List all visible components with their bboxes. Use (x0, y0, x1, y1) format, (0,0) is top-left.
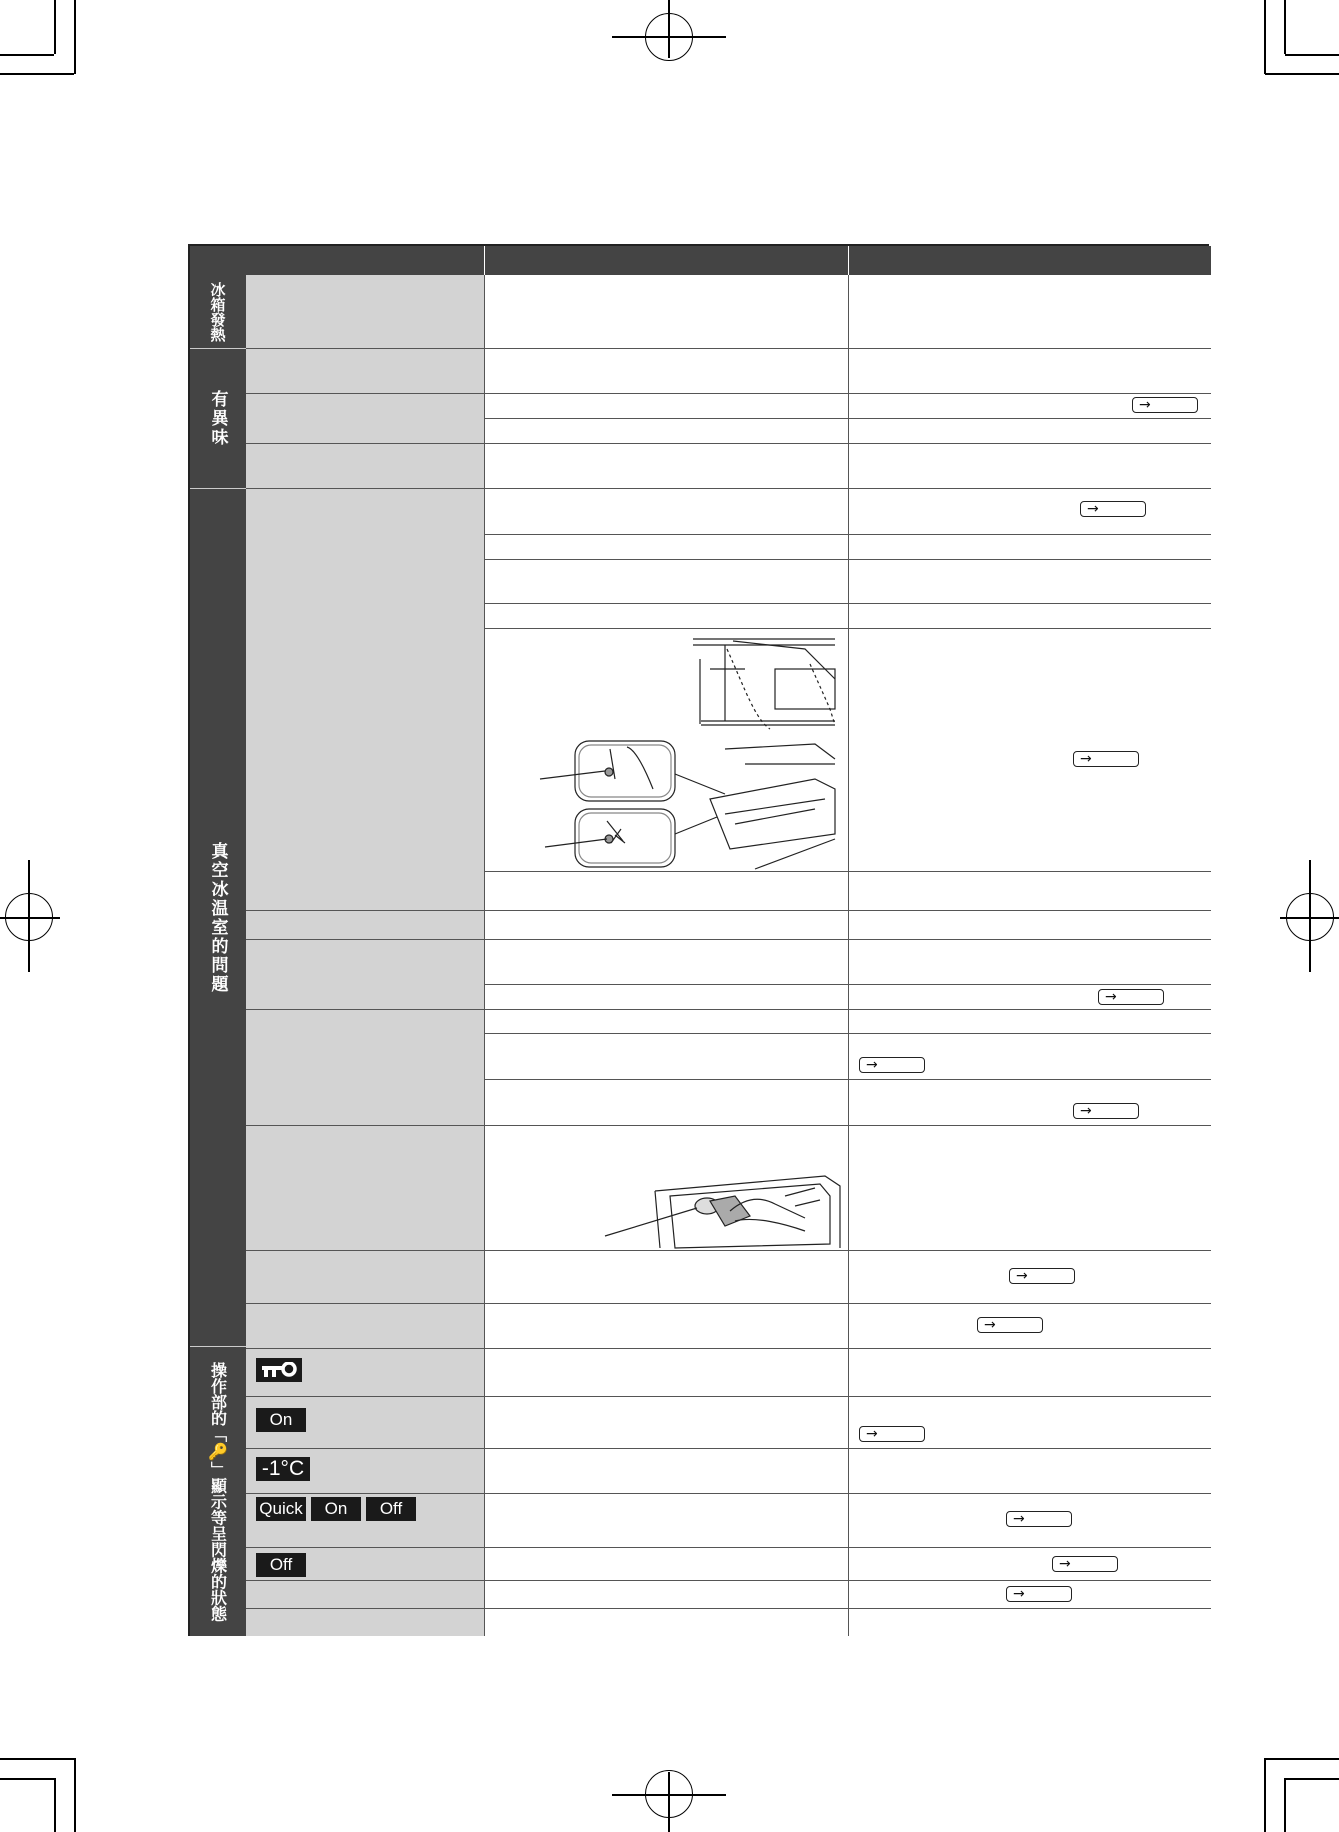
page-ref-box (1098, 989, 1164, 1005)
cause-cell (485, 275, 849, 349)
symptom-cell (246, 394, 485, 444)
cause-cell-illustration (485, 1126, 849, 1251)
crop-mark (1264, 0, 1266, 74)
remedy-cell (849, 1449, 1211, 1494)
key-icon (260, 1362, 298, 1378)
crop-mark (0, 73, 74, 75)
remedy-cell (849, 1080, 1211, 1126)
symptom-cell (246, 349, 485, 394)
off-indicator: Off (366, 1497, 416, 1521)
cause-cell (485, 1349, 849, 1397)
remedy-cell (849, 1304, 1211, 1349)
cause-cell (485, 349, 849, 394)
minus1c-indicator: -1°C (256, 1457, 310, 1481)
crop-mark (74, 0, 76, 74)
symptom-cell (246, 1581, 485, 1609)
page-ref-box (977, 1317, 1043, 1333)
cause-cell (485, 489, 849, 535)
arrow-icon: → (1080, 1103, 1092, 1119)
cause-cell (485, 1548, 849, 1581)
remedy-cell (849, 629, 1211, 872)
key-indicator (256, 1358, 302, 1382)
cause-cell (485, 1034, 849, 1080)
cause-cell (485, 1251, 849, 1304)
cause-cell (485, 1581, 849, 1609)
remedy-cell (849, 275, 1211, 349)
cause-cell (485, 940, 849, 985)
symptom-cell (246, 940, 485, 1010)
on2-indicator: On (311, 1497, 361, 1521)
arrow-icon: → (1105, 989, 1117, 1005)
crop-mark (0, 1758, 74, 1760)
registration-line (668, 0, 670, 58)
remedy-cell (849, 872, 1211, 911)
registration-line (1309, 860, 1311, 972)
registration-line (28, 860, 30, 972)
cause-cell (485, 535, 849, 560)
remedy-cell (849, 394, 1211, 419)
cause-cell (485, 604, 849, 629)
category-fridge-hot (190, 275, 246, 349)
arrow-icon: → (866, 1426, 878, 1442)
arrow-icon: → (1013, 1586, 1025, 1602)
remedy-cell (849, 1010, 1211, 1034)
symptom-cell (246, 1251, 485, 1304)
registration-line (668, 1772, 670, 1832)
table-header-remedy (849, 246, 1211, 275)
remedy-cell (849, 1548, 1211, 1581)
page-ref-box (1006, 1511, 1072, 1527)
crop-mark (0, 1778, 54, 1780)
symptom-cell (246, 275, 485, 349)
arrow-icon: → (866, 1057, 878, 1073)
page-ref-box (1052, 1556, 1118, 1572)
page-ref-box (1006, 1586, 1072, 1602)
arrow-icon: → (984, 1317, 996, 1333)
remedy-cell (849, 1494, 1211, 1548)
symptom-cell (246, 1304, 485, 1349)
remedy-cell (849, 1609, 1211, 1636)
remedy-cell (849, 489, 1211, 535)
cause-cell-illustration (485, 629, 849, 872)
troubleshooting-table (188, 244, 1209, 1636)
symptom-cell (246, 1126, 485, 1251)
remedy-cell (849, 604, 1211, 629)
cause-cell (485, 419, 849, 444)
table-header-cause (485, 246, 848, 275)
cause-cell (485, 1397, 849, 1449)
crop-mark (54, 1778, 56, 1832)
symptom-cell (246, 1609, 485, 1636)
cause-cell (485, 1080, 849, 1126)
cause-cell (485, 560, 849, 604)
remedy-cell (849, 985, 1211, 1010)
remedy-cell (849, 940, 1211, 985)
remedy-cell (849, 444, 1211, 489)
remedy-cell (849, 560, 1211, 604)
crop-mark (1264, 1758, 1266, 1832)
vacuum-chamber-seal-illustration (485, 629, 847, 871)
crop-mark (1284, 0, 1286, 54)
crop-mark (74, 1758, 76, 1832)
crop-mark (1265, 1758, 1339, 1760)
cause-cell (485, 394, 849, 419)
symptom-cell (246, 911, 485, 940)
cause-cell (485, 872, 849, 911)
page-ref-box (1009, 1268, 1075, 1284)
page-ref-box (1132, 397, 1198, 413)
cause-cell (485, 1304, 849, 1349)
crop-mark (1285, 54, 1339, 56)
on-indicator: On (256, 1408, 306, 1432)
remedy-cell (849, 1581, 1211, 1609)
crop-mark (1284, 1778, 1286, 1832)
crop-mark (1285, 1778, 1339, 1780)
page-ref-box (859, 1426, 925, 1442)
arrow-icon: → (1016, 1268, 1028, 1284)
table-header-symptom (190, 246, 484, 275)
symptom-cell (246, 489, 485, 911)
crop-mark (1265, 73, 1339, 75)
arrow-icon: → (1080, 751, 1092, 767)
category-odor (190, 349, 246, 489)
remedy-cell (849, 349, 1211, 394)
category-label: 操作部的「🔑」顯示等呈閃爍的狀態 (208, 1361, 228, 1622)
off2-indicator: Off (256, 1553, 306, 1577)
page-ref-box (859, 1057, 925, 1073)
cause-cell (485, 1010, 849, 1034)
wiping-illustration (485, 1126, 847, 1250)
crop-mark (54, 0, 56, 54)
page-ref-box (1073, 1103, 1139, 1119)
remedy-cell (849, 911, 1211, 940)
page-ref-box (1080, 501, 1146, 517)
arrow-icon: → (1013, 1511, 1025, 1527)
category-vacuum-chamber (190, 489, 246, 1347)
remedy-cell (849, 535, 1211, 560)
symptom-cell (246, 1010, 485, 1126)
cause-cell (485, 1609, 849, 1636)
cause-cell (485, 985, 849, 1010)
cause-cell (485, 1494, 849, 1548)
category-label: 冰箱發熱 (208, 281, 227, 342)
remedy-cell (849, 1251, 1211, 1304)
symptom-cell (246, 444, 485, 489)
cause-cell (485, 1449, 849, 1494)
remedy-cell (849, 419, 1211, 444)
cause-cell (485, 444, 849, 489)
category-panel-flashing (190, 1347, 246, 1636)
remedy-cell (849, 1034, 1211, 1080)
remedy-cell (849, 1126, 1211, 1251)
cause-cell (485, 911, 849, 940)
arrow-icon: → (1059, 1556, 1071, 1572)
arrow-icon: → (1087, 501, 1099, 517)
remedy-cell (849, 1397, 1211, 1449)
remedy-cell (849, 1349, 1211, 1397)
quick-indicator: Quick (256, 1497, 306, 1521)
arrow-icon: → (1139, 397, 1151, 413)
category-label: 真空冰温室的問題 (207, 841, 228, 994)
page-ref-box (1073, 751, 1139, 767)
crop-mark (0, 54, 54, 56)
category-label: 有異味 (207, 390, 228, 447)
registration-line (0, 917, 60, 919)
